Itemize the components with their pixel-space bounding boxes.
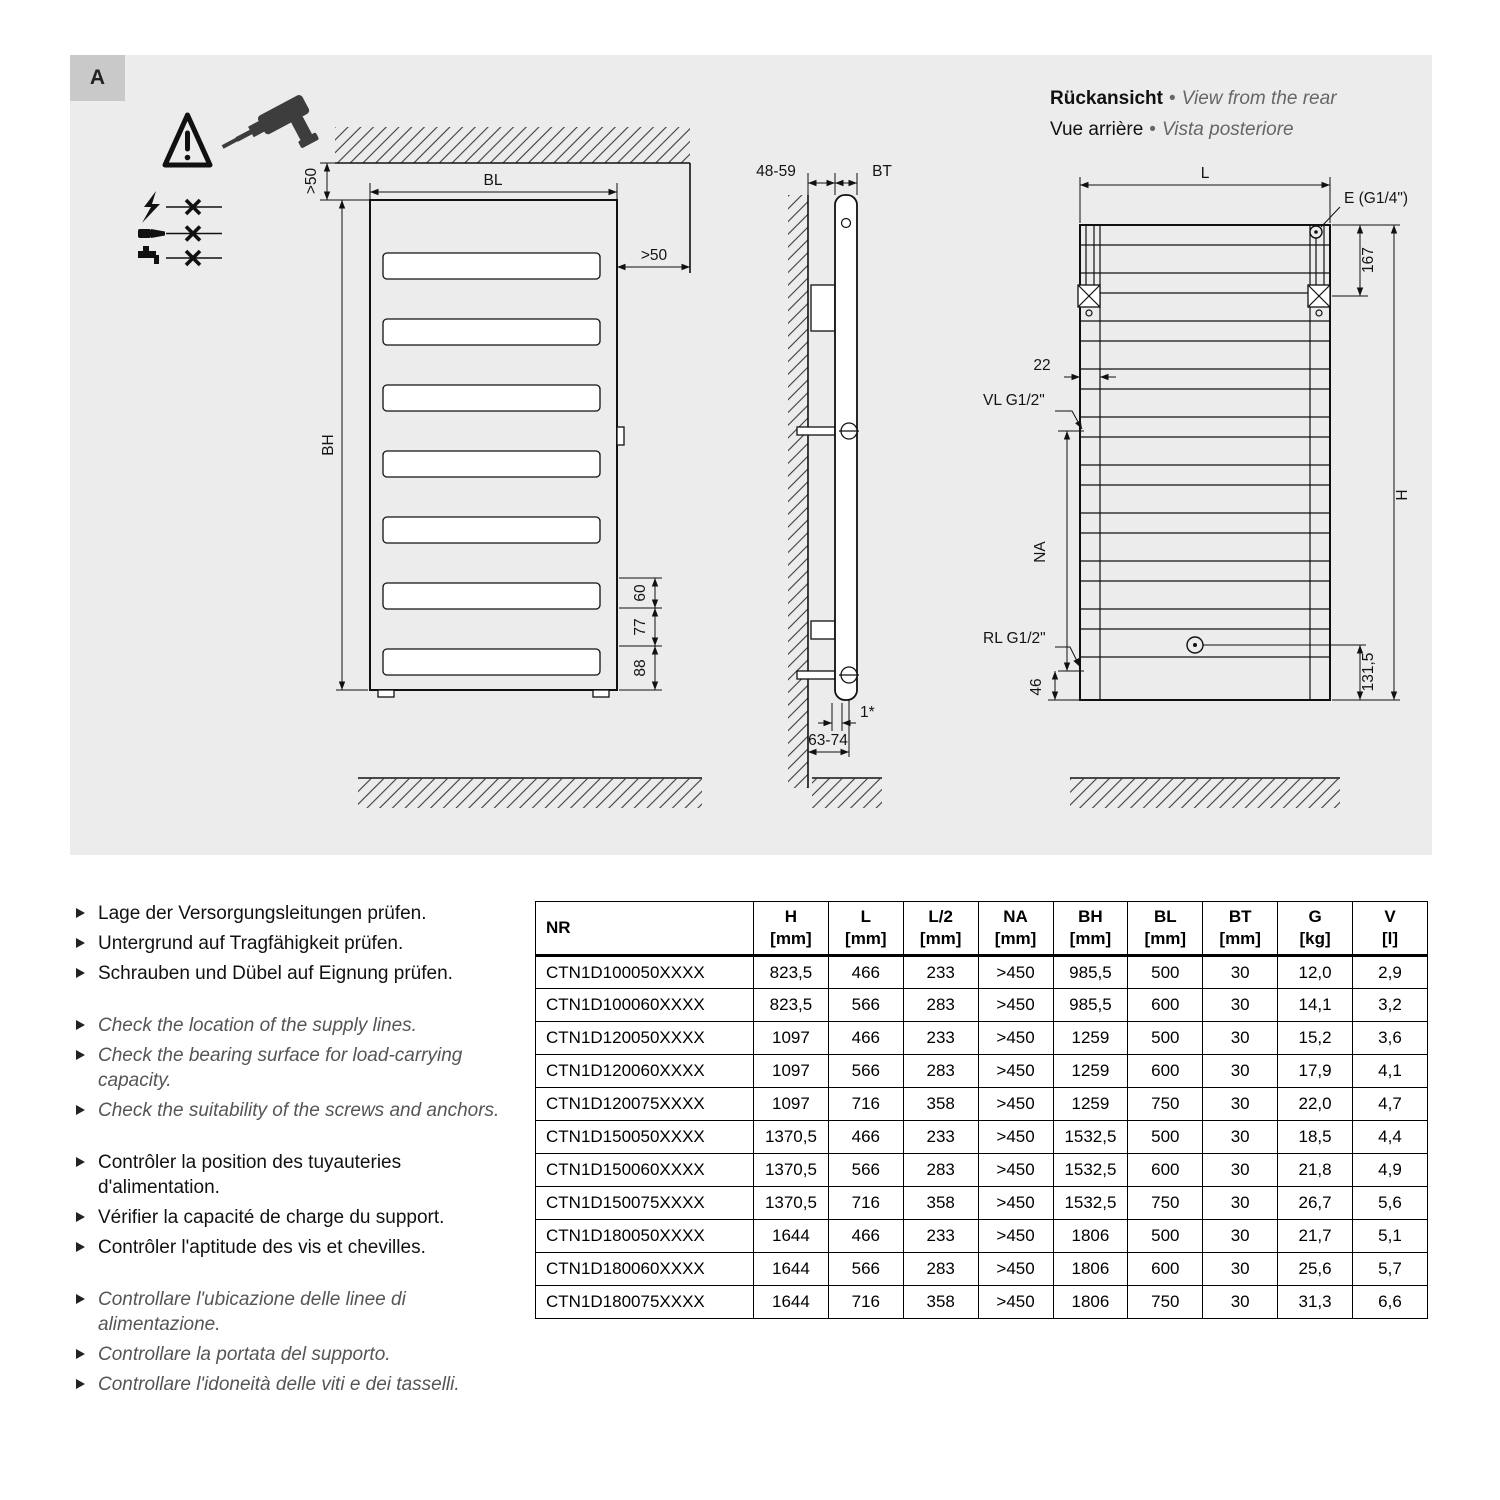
note-group — [76, 1150, 500, 1260]
title-separator: • — [1149, 119, 1156, 140]
value-cell: >450 — [978, 1220, 1053, 1253]
value-cell: 1644 — [754, 1286, 829, 1319]
value-cell: 30 — [1203, 1220, 1278, 1253]
header-label: NA — [1003, 907, 1028, 926]
value-cell: 233 — [903, 1121, 978, 1154]
value-cell: 566 — [828, 1055, 903, 1088]
note-text: Contrôler la position des tuyauteries d'alimentation. — [98, 1152, 402, 1198]
value-cell: 31,3 — [1278, 1286, 1353, 1319]
dim-label-gt50-top: >50 — [303, 167, 320, 195]
table-row — [536, 1253, 1428, 1286]
header-label: H — [784, 907, 798, 926]
value-cell: 30 — [1203, 1154, 1278, 1187]
model-number-cell: CTN1D100050XXXX — [536, 956, 754, 989]
value-cell: >450 — [978, 1286, 1053, 1319]
value-cell: 1532,5 — [1053, 1154, 1128, 1187]
model-number-cell: CTN1D180050XXXX — [536, 1220, 754, 1253]
value-cell: 358 — [903, 1088, 978, 1121]
note-text: Untergrund auf Tragfähigkeit prüfen. — [98, 933, 404, 954]
value-cell: 30 — [1203, 1253, 1278, 1286]
notes-section — [76, 901, 500, 1424]
dimension-table — [535, 901, 1428, 1319]
note-item — [76, 1342, 500, 1367]
table-row — [536, 1088, 1428, 1121]
note-item — [76, 1235, 500, 1260]
dim-label-46: 46 — [1028, 678, 1045, 696]
note-item — [76, 961, 500, 986]
diagram-panel — [70, 55, 1432, 855]
table-row — [536, 1154, 1428, 1187]
value-cell: 1532,5 — [1053, 1121, 1128, 1154]
value-cell: 283 — [903, 1055, 978, 1088]
header-unit: [mm] — [1144, 929, 1187, 948]
no-drill-zone-symbols — [138, 191, 222, 265]
dim-label-131-5: 131,5 — [1360, 652, 1377, 692]
bullet-icon — [76, 968, 85, 978]
dim-label-77: 77 — [632, 618, 649, 636]
dim-label-60: 60 — [632, 584, 649, 602]
model-number-cell: CTN1D120060XXXX — [536, 1055, 754, 1088]
model-number-cell: CTN1D150075XXXX — [536, 1187, 754, 1220]
value-cell: 1370,5 — [754, 1154, 829, 1187]
value-cell: 14,1 — [1278, 989, 1353, 1022]
value-cell: 30 — [1203, 1088, 1278, 1121]
value-cell: 3,6 — [1353, 1022, 1428, 1055]
floor-hatch-rear — [1070, 778, 1340, 808]
note-text: Controllare l'idoneità delle viti e dei tasselli. — [98, 1374, 460, 1395]
value-cell: 30 — [1203, 1055, 1278, 1088]
note-text: Controllare l'ubicazione delle linee di alimentazione. — [98, 1289, 406, 1335]
value-cell: 283 — [903, 1253, 978, 1286]
value-cell: 600 — [1128, 1154, 1203, 1187]
value-cell: 6,6 — [1353, 1286, 1428, 1319]
model-number-cell: CTN1D150060XXXX — [536, 1154, 754, 1187]
note-text: Contrôler l'aptitude des vis et chevilles. — [98, 1237, 426, 1258]
value-cell: 500 — [1128, 1220, 1203, 1253]
dim-label-one-star: 1* — [860, 704, 875, 721]
note-group — [76, 1287, 500, 1397]
value-cell: 1097 — [754, 1022, 829, 1055]
value-cell: 1644 — [754, 1220, 829, 1253]
safety-icons — [138, 94, 324, 265]
dim-label-na: NA — [1032, 541, 1049, 563]
note-text: Schrauben und Dübel auf Eignung prüfen. — [98, 963, 453, 984]
value-cell: 1532,5 — [1053, 1187, 1128, 1220]
value-cell: 17,9 — [1278, 1055, 1353, 1088]
technical-drawing — [70, 55, 1432, 855]
value-cell: 30 — [1203, 1022, 1278, 1055]
value-cell: 823,5 — [754, 956, 829, 989]
dim-label-bh: BH — [320, 434, 337, 456]
value-cell: 233 — [903, 1220, 978, 1253]
table-row — [536, 1055, 1428, 1088]
header-label: BL — [1153, 907, 1177, 926]
value-cell: 985,5 — [1053, 956, 1128, 989]
note-text: Vérifier la capacité de charge du support. — [98, 1207, 445, 1228]
table-row — [536, 1220, 1428, 1253]
title-separator: • — [1168, 88, 1176, 109]
value-cell: >450 — [978, 1187, 1053, 1220]
value-cell: 1806 — [1053, 1220, 1128, 1253]
value-cell: 15,2 — [1278, 1022, 1353, 1055]
floor-hatch-side — [812, 778, 882, 808]
value-cell: 716 — [828, 1286, 903, 1319]
dim-label-wall-gap: 48-59 — [756, 163, 796, 180]
dim-label-vl: VL G1/2" — [983, 392, 1045, 409]
value-cell: 283 — [903, 1154, 978, 1187]
table-header-cell — [1353, 902, 1428, 956]
bullet-icon — [76, 1157, 85, 1167]
table-header-cell — [1128, 902, 1203, 956]
bullet-icon — [76, 938, 85, 948]
table-header-cell: NR — [536, 902, 754, 956]
model-number-cell: CTN1D120075XXXX — [536, 1088, 754, 1121]
value-cell: 18,5 — [1278, 1121, 1353, 1154]
side-view — [756, 163, 892, 808]
value-cell: >450 — [978, 1154, 1053, 1187]
value-cell: 716 — [828, 1187, 903, 1220]
value-cell: 1370,5 — [754, 1121, 829, 1154]
table-header-cell — [903, 902, 978, 956]
model-number-cell: CTN1D180075XXXX — [536, 1286, 754, 1319]
value-cell: 26,7 — [1278, 1187, 1353, 1220]
value-cell: 283 — [903, 989, 978, 1022]
panel-label: A — [70, 55, 125, 101]
value-cell: 30 — [1203, 956, 1278, 989]
value-cell: 22,0 — [1278, 1088, 1353, 1121]
value-cell: 566 — [828, 1253, 903, 1286]
note-item — [76, 1150, 500, 1200]
value-cell: >450 — [978, 1022, 1053, 1055]
dim-label-floor-gap: 63-74 — [808, 732, 848, 749]
value-cell: 21,7 — [1278, 1220, 1353, 1253]
table-row — [536, 1286, 1428, 1319]
header-label: G — [1308, 907, 1322, 926]
bullet-icon — [76, 1105, 85, 1115]
table-row — [536, 1187, 1428, 1220]
value-cell: 30 — [1203, 1187, 1278, 1220]
header-unit: [mm] — [919, 929, 962, 948]
note-item — [76, 1043, 500, 1093]
bullet-icon — [76, 1242, 85, 1252]
value-cell: >450 — [978, 1088, 1053, 1121]
model-number-cell: CTN1D150050XXXX — [536, 1121, 754, 1154]
value-cell: 4,7 — [1353, 1088, 1428, 1121]
value-cell: 5,6 — [1353, 1187, 1428, 1220]
note-text: Check the suitability of the screws and anchors. — [98, 1100, 500, 1121]
value-cell: 4,4 — [1353, 1121, 1428, 1154]
table-header-cell — [1278, 902, 1353, 956]
rear-title-de: Rückansicht — [1050, 88, 1163, 109]
header-label: V — [1384, 907, 1396, 926]
radiator-side-profile — [835, 195, 857, 700]
electric-line-symbol — [142, 191, 222, 223]
header-label: L/2 — [928, 907, 953, 926]
value-cell: 716 — [828, 1088, 903, 1121]
value-cell: 30 — [1203, 1286, 1278, 1319]
bullet-icon — [76, 1020, 85, 1030]
value-cell: 358 — [903, 1187, 978, 1220]
value-cell: 1259 — [1053, 1088, 1128, 1121]
bullet-icon — [76, 1349, 85, 1359]
value-cell: 2,9 — [1353, 956, 1428, 989]
rear-title-en: View from the rear — [1181, 88, 1337, 109]
gas-line-symbol — [138, 227, 222, 241]
mounting-bracket-left — [1078, 225, 1100, 316]
value-cell: 4,1 — [1353, 1055, 1428, 1088]
table-header-cell — [754, 902, 829, 956]
value-cell: 500 — [1128, 956, 1203, 989]
dim-label-22: 22 — [1033, 357, 1051, 374]
warning-icon — [165, 115, 210, 165]
value-cell: 1097 — [754, 1088, 829, 1121]
value-cell: 30 — [1203, 989, 1278, 1022]
value-cell: 823,5 — [754, 989, 829, 1022]
floor-hatch-front — [358, 778, 702, 808]
note-item — [76, 901, 500, 926]
value-cell: 1806 — [1053, 1253, 1128, 1286]
value-cell: 358 — [903, 1286, 978, 1319]
header-unit: [mm] — [770, 929, 812, 948]
note-item — [76, 1013, 500, 1038]
value-cell: >450 — [978, 989, 1053, 1022]
value-cell: 233 — [903, 956, 978, 989]
value-cell: 600 — [1128, 1055, 1203, 1088]
dim-label-bt: BT — [872, 163, 892, 180]
wall-hatch-top — [335, 127, 690, 163]
table-header-cell — [1203, 902, 1278, 956]
table-header-cell — [978, 902, 1053, 956]
value-cell: >450 — [978, 1253, 1053, 1286]
value-cell: 1644 — [754, 1253, 829, 1286]
table-header-cell — [1053, 902, 1128, 956]
value-cell: >450 — [978, 1055, 1053, 1088]
header-label: BH — [1078, 907, 1103, 926]
value-cell: 5,1 — [1353, 1220, 1428, 1253]
value-cell: 466 — [828, 956, 903, 989]
bullet-icon — [76, 908, 85, 918]
dim-label-h: H — [1394, 489, 1411, 501]
value-cell: >450 — [978, 1121, 1053, 1154]
model-number-cell: CTN1D100060XXXX — [536, 989, 754, 1022]
header-label: L — [860, 907, 871, 926]
value-cell: 750 — [1128, 1286, 1203, 1319]
dim-label-e: E (G1/4") — [1344, 190, 1409, 207]
header-label: BT — [1228, 907, 1252, 926]
value-cell: 466 — [828, 1121, 903, 1154]
value-cell: 1259 — [1053, 1022, 1128, 1055]
dim-label-167: 167 — [1360, 247, 1377, 273]
note-group — [76, 1013, 500, 1123]
note-item — [76, 1287, 500, 1337]
table-body — [536, 956, 1428, 1319]
value-cell: 500 — [1128, 1022, 1203, 1055]
value-cell: 1806 — [1053, 1286, 1128, 1319]
value-cell: 466 — [828, 1220, 903, 1253]
front-view — [303, 127, 702, 808]
dim-label-88: 88 — [632, 659, 649, 677]
value-cell: 750 — [1128, 1187, 1203, 1220]
table-row — [536, 989, 1428, 1022]
value-cell: 3,2 — [1353, 989, 1428, 1022]
value-cell: 1370,5 — [754, 1187, 829, 1220]
header-unit: [mm] — [1219, 929, 1261, 948]
note-text: Controllare la portata del supporto. — [98, 1344, 391, 1365]
header-unit: [mm] — [1069, 929, 1112, 948]
header-unit: [mm] — [994, 929, 1037, 948]
value-cell: 233 — [903, 1022, 978, 1055]
value-cell: 500 — [1128, 1121, 1203, 1154]
table-header-cell — [828, 902, 903, 956]
value-cell: 600 — [1128, 1253, 1203, 1286]
wall-hatch-side — [788, 195, 808, 788]
value-cell: 5,7 — [1353, 1253, 1428, 1286]
value-cell: 566 — [828, 989, 903, 1022]
rear-view — [983, 165, 1411, 808]
table-row — [536, 1121, 1428, 1154]
model-number-cell: CTN1D180060XXXX — [536, 1253, 754, 1286]
table-head-row — [536, 902, 1428, 956]
bullet-icon — [76, 1379, 85, 1389]
table-head — [536, 902, 1428, 956]
value-cell: 25,6 — [1278, 1253, 1353, 1286]
header-unit: [l] — [1381, 929, 1399, 948]
value-cell: 566 — [828, 1154, 903, 1187]
note-group — [76, 901, 500, 986]
water-line-symbol — [138, 246, 222, 265]
note-text: Check the location of the supply lines. — [98, 1015, 417, 1036]
value-cell: 600 — [1128, 989, 1203, 1022]
value-cell: 466 — [828, 1022, 903, 1055]
table-row — [536, 1022, 1428, 1055]
bullet-icon — [76, 1212, 85, 1222]
mounting-bracket-right — [1308, 225, 1330, 316]
note-text: Lage der Versorgungsleitungen prüfen. — [98, 903, 427, 924]
note-item — [76, 1372, 500, 1397]
value-cell: 30 — [1203, 1121, 1278, 1154]
value-cell: 1259 — [1053, 1055, 1128, 1088]
value-cell: 750 — [1128, 1088, 1203, 1121]
value-cell: 21,8 — [1278, 1154, 1353, 1187]
dim-label-l: L — [1200, 165, 1210, 182]
value-cell: 4,9 — [1353, 1154, 1428, 1187]
rear-tubes — [1080, 245, 1330, 657]
note-item — [76, 1205, 500, 1230]
header-unit: [mm] — [845, 929, 887, 948]
note-item — [76, 931, 500, 956]
table-row — [536, 956, 1428, 989]
dim-label-gt50-side: >50 — [640, 247, 668, 264]
note-item — [76, 1098, 500, 1123]
value-cell: 12,0 — [1278, 956, 1353, 989]
rear-title-it: Vista posteriore — [1161, 119, 1294, 140]
dim-label-rl: RL G1/2" — [983, 630, 1046, 647]
value-cell: >450 — [978, 956, 1053, 989]
note-text: Check the bearing surface for load-carrying capacity. — [98, 1045, 463, 1091]
bullet-icon — [76, 1294, 85, 1304]
value-cell: 1097 — [754, 1055, 829, 1088]
header-unit: [kg] — [1299, 929, 1331, 948]
bullet-icon — [76, 1050, 85, 1060]
rear-title-fr: Vue arrière — [1050, 119, 1144, 140]
model-number-cell: CTN1D120050XXXX — [536, 1022, 754, 1055]
dim-label-bl: BL — [483, 172, 503, 189]
value-cell: 985,5 — [1053, 989, 1128, 1022]
